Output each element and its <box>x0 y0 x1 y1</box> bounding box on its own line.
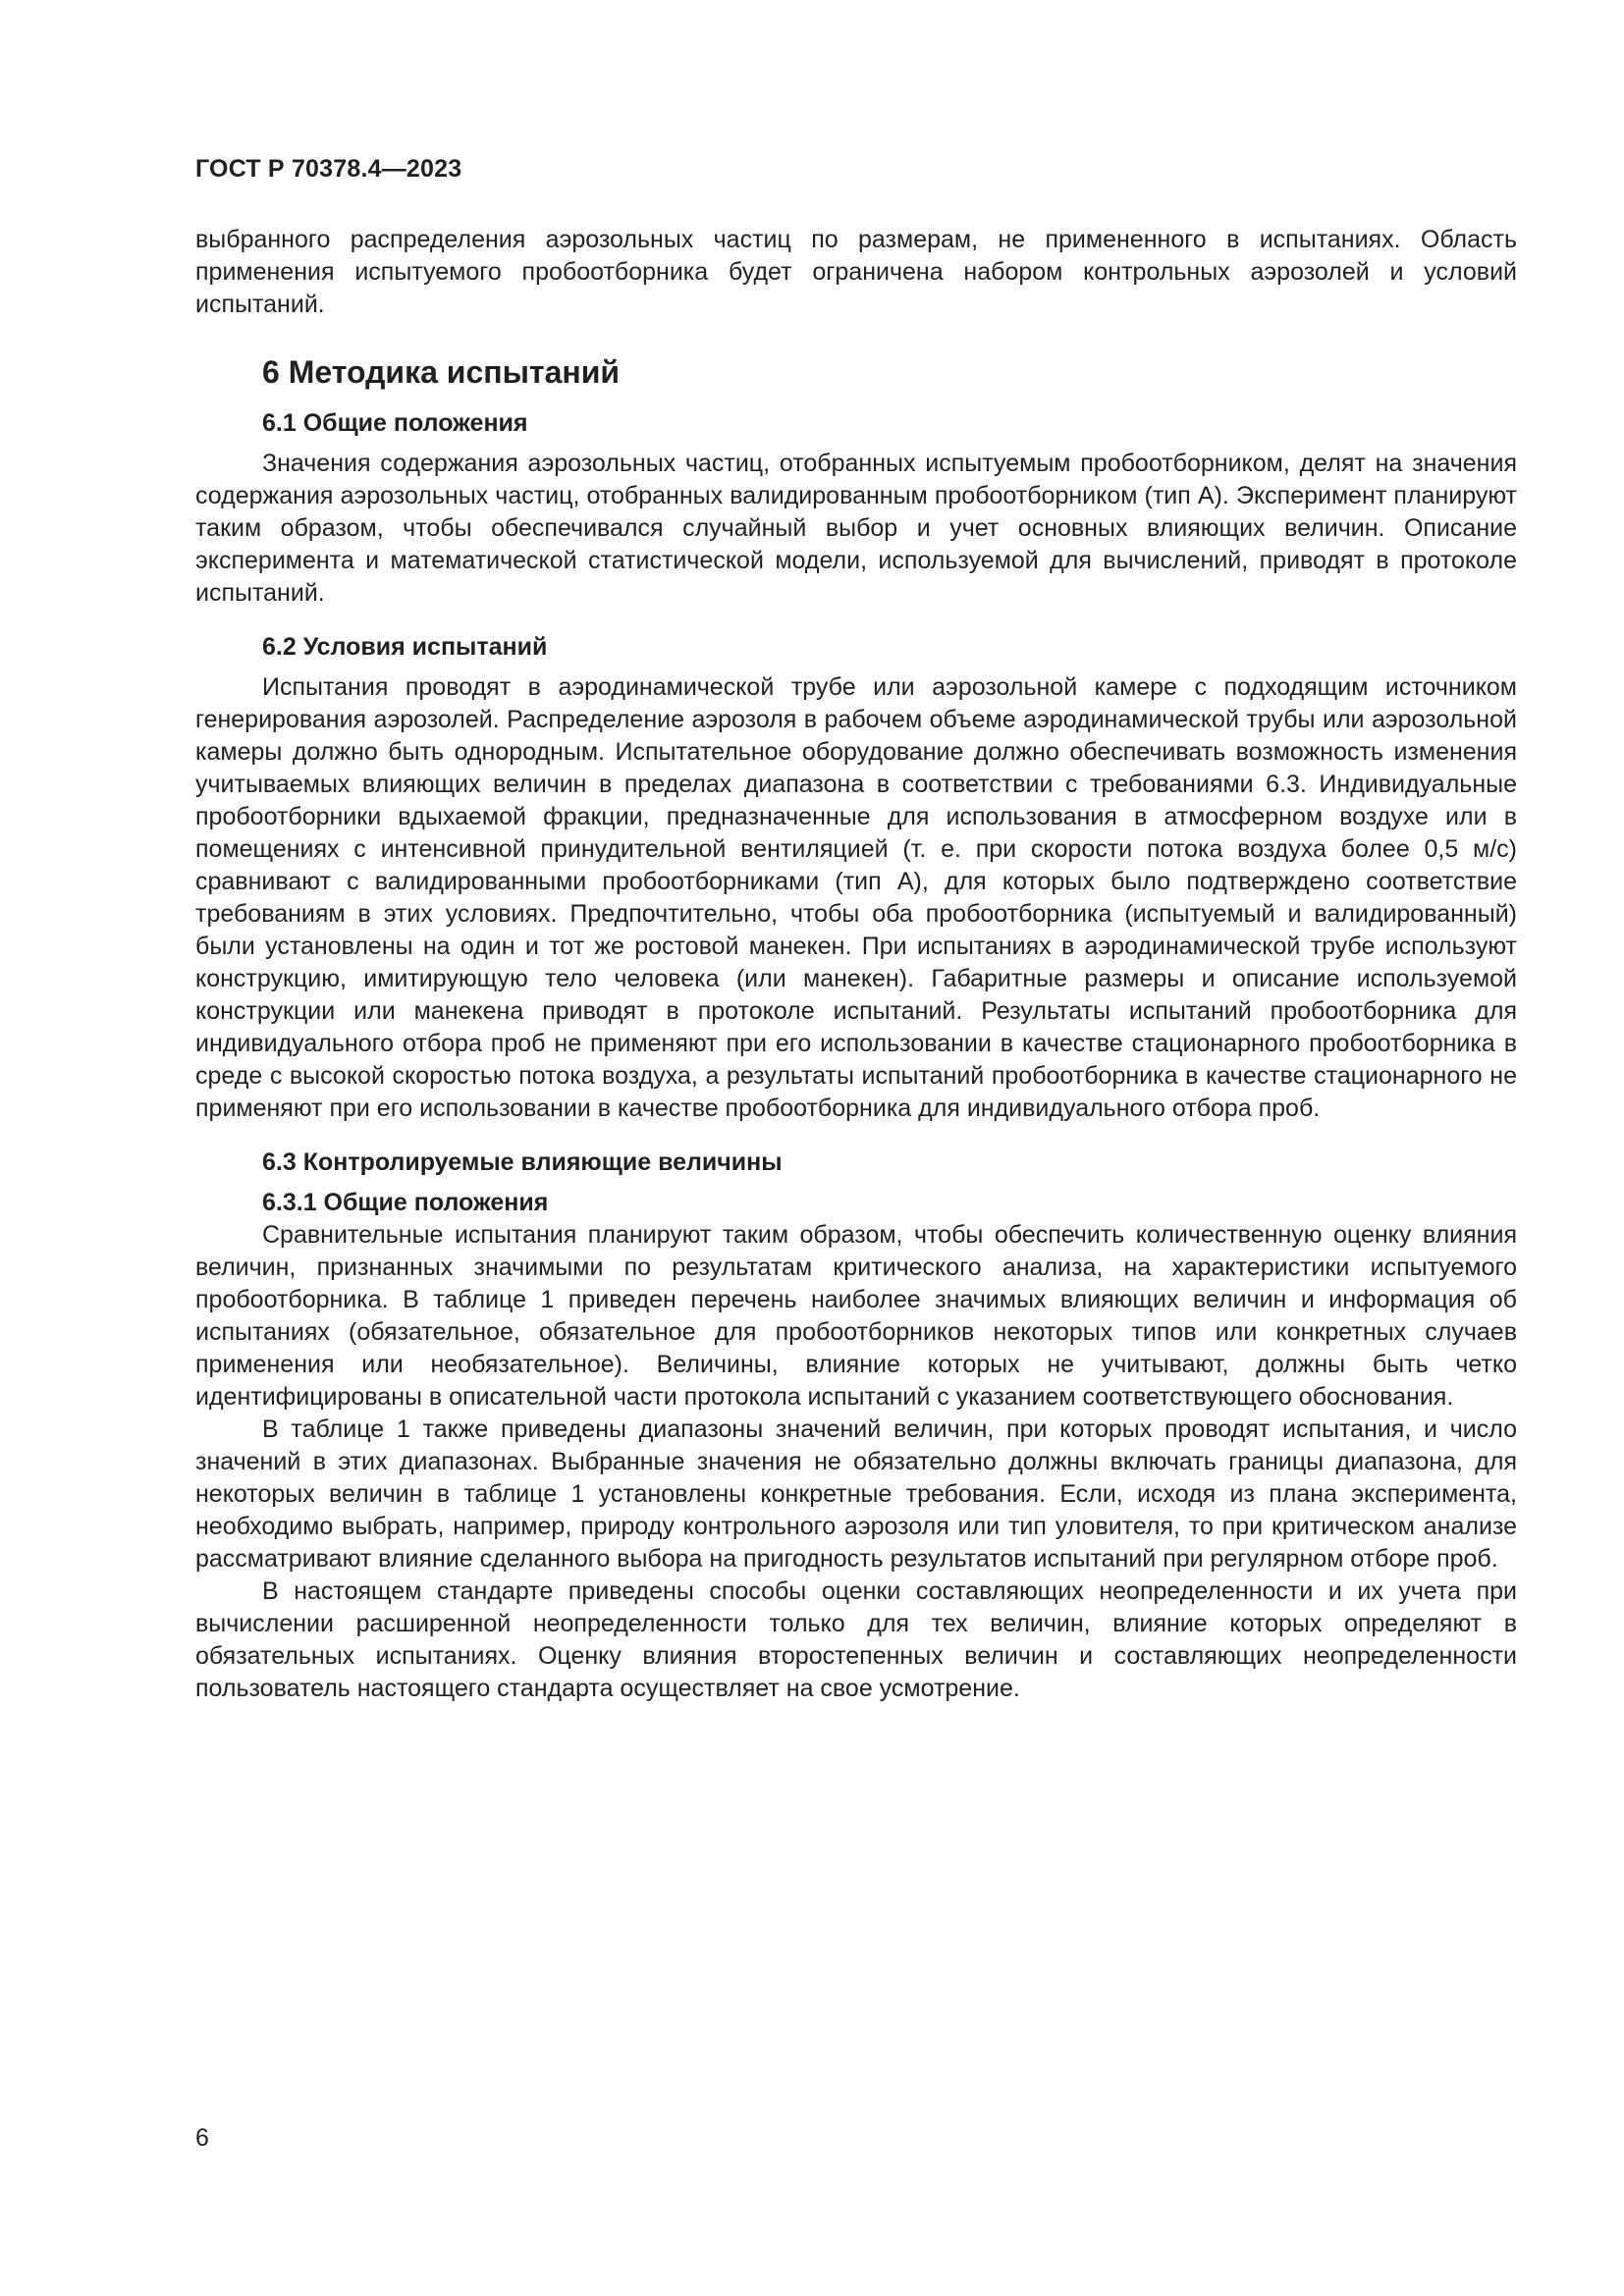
document-body <box>195 224 1517 1705</box>
section-6-3-heading: 6.3 Контролируемые влияющие величины <box>262 1148 783 1176</box>
section-6-1-heading: 6.1 Общие положения <box>262 409 528 437</box>
section-6-3-1-heading: 6.3.1 Общие положения <box>262 1189 549 1216</box>
document-header: ГОСТ Р 70378.4—2023 <box>195 155 462 183</box>
page-number: 6 <box>195 2124 209 2152</box>
section-6-2-paragraph: Испытания проводят в аэродинамической трубе или аэрозольной камере с подходящим источником генерирования аэрозолей. Распределение аэрозоля в рабочем объеме аэродинамической трубы или аэрозольной камеры должно быть однородным. Испытательное оборудование должно обеспечивать возможность изменения учитываемых влияющих величин в пределах диапазона в соответствии с требованиями 6.3. Индивидуальные пробоотборники вдыхаемой фракции, предназначенные для использования в атмосферном воздухе или в помещениях с интенсивной принудительной вентиляцией (т. е. при скорости потока воздуха более 0,5 м/с) сравнивают с валидированными пробоотборниками (тип А), для которых было подтверждено соответствие требованиям в этих условиях. Предпочтительно, чтобы оба пробоотборника (испытуемый и валидированный) были установлены на один и тот же ростовой манекен. При испытаниях в аэродинамической трубе используют конструкцию, имитирующую тело человека (или манекен). Габаритные размеры и описание используемой конструкции или манекена приводят в протоколе испытаний. Результаты испытаний пробоотборника для индивидуального отбора проб не применяют при его использовании в качестве стационарного пробоотборника в среде с высокой скоростью потока воздуха, а результаты испытаний пробоотборника в качестве стационарного не применяют при его использовании в качестве пробоотборника для индивидуального отбора проб. <box>195 673 1517 1122</box>
section-6-2-heading: 6.2 Условия испытаний <box>262 633 548 661</box>
section-6-3-1-paragraph-2: В таблице 1 также приведены диапазоны значений величин, при которых проводят испытания, и число значений в этих диапазонах. Выбранные значения не обязательно должны включать границы диапазона, для некоторых величин в таблице 1 установлены конкретные требования. Если, исходя из плана эксперимента, необходимо выбрать, например, природу контрольного аэрозоля или тип уловителя, то при критическом анализе рассматривают влияние сделанного выбора на пригодность результатов испытаний при регулярном отборе проб. <box>195 1415 1517 1573</box>
section-6-1-paragraph: Значения содержания аэрозольных частиц, отобранных испытуемым пробоотборником, делят на значения содержания аэрозольных частиц, отобранных валидированным пробоотборником (тип А). Эксперимент планируют таким образом, чтобы обеспечивался случайный выбор и учет основных влияющих величин. Описание эксперимента и математической статистической модели, используемой для вычислений, приводят в протоколе испытаний. <box>195 450 1517 607</box>
section-6-3-1-paragraph-3: В настоящем стандарте приведены способы оценки составляющих неопределенности и их учета при вычислении расширенной неопределенности только для тех величин, влияние которых определяют в обязательных испытаниях. Оценку влияния второстепенных величин и составляющих неопределенности пользователь настоящего стандарта осуществляет на свое усмотрение. <box>195 1577 1517 1702</box>
section-6-3-1-paragraph-1: Сравнительные испытания планируют таким образом, чтобы обеспечить количественную оценку влияния величин, признанных значимыми по результатам критического анализа, на характеристики испытуемого пробоотборника. В таблице 1 приведен перечень наиболее значимых влияющих величин и информация об испытаниях (обязательное, обязательное для пробоотборников некоторых типов или конкретных случаев применения или необязательное). Величины, влияние которых не учитывают, должны быть четко идентифицированы в описательной части протокола испытаний с указанием соответствующего обоснования. <box>195 1221 1517 1411</box>
section-6-heading: 6 Методика испытаний <box>262 354 621 390</box>
intro-paragraph: выбранного распределения аэрозольных частиц по размерам, не примененного в испытаниях. Область применения испытуемого пробоотборника будет ограничена набором контрольных аэрозолей и условий испытаний. <box>195 226 1517 318</box>
